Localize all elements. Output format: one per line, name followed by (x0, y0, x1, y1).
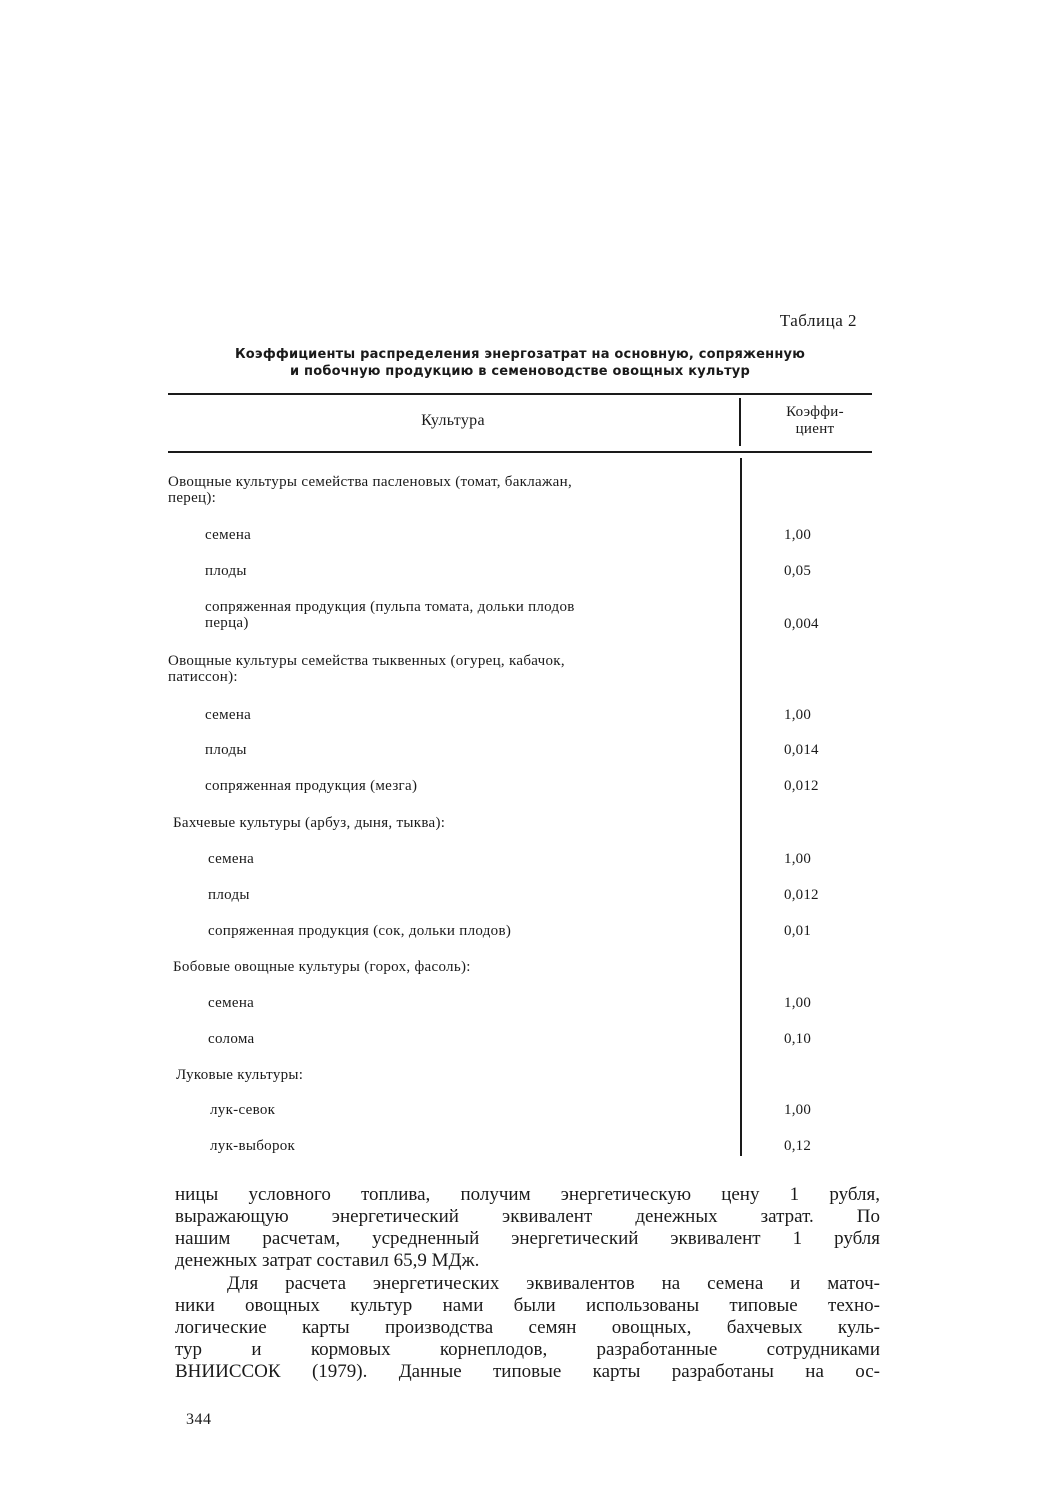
text-line: логические карты производства семян овощных, бахчевых куль- (175, 1317, 880, 1338)
table-row-value: 0,01 (784, 923, 812, 939)
body-paragraph (175, 1273, 880, 1383)
text-line: ницы условного топлива, получим энергетическую цену 1 рубля, (175, 1184, 880, 1205)
table-row-item-label: солома (208, 1031, 255, 1047)
cell-line: Овощные культуры семейства тыквенных (огурец, кабачок, (168, 653, 565, 669)
table-row-value: 0,12 (784, 1138, 812, 1154)
table-row-value: 0,004 (784, 616, 819, 632)
cell-line: патиссон): (168, 669, 238, 685)
table-row-item-label: плоды (208, 887, 250, 903)
table-row-value: 1,00 (784, 995, 812, 1011)
table-row-item-label (205, 599, 705, 631)
table-row-group-label: Бобовые овощные культуры (горох, фасоль): (173, 959, 471, 975)
table-row-value: 1,00 (784, 707, 812, 723)
table-row-value: 1,00 (784, 851, 812, 867)
table-row-item-label: сопряженная продукция (сок, дольки плодов) (208, 923, 512, 939)
table-row-value: 1,00 (784, 527, 812, 543)
text-line: ВНИИССОК (1979). Данные типовые карты разработаны на ос- (175, 1361, 880, 1382)
column-header-coefficient-line: циент (795, 421, 835, 437)
text-line: нашим расчетам, усредненный энергетический эквивалент 1 рубля (175, 1228, 880, 1249)
table-row-item-label: семена (208, 851, 255, 867)
table-row-item-label: лук-севок (210, 1102, 276, 1118)
header-column-divider (739, 398, 741, 446)
table-row-value: 0,05 (784, 563, 812, 579)
table-row-item-label: семена (205, 707, 252, 723)
table-row-item-label: плоды (205, 742, 247, 758)
cell-line: сопряженная продукция (пульпа томата, дольки плодов (205, 599, 575, 615)
table-row-group-label: Луковые культуры: (176, 1067, 304, 1083)
table-row-group-label: Бахчевые культуры (арбуз, дыня, тыква): (173, 815, 446, 831)
column-header-culture: Культура (421, 412, 485, 429)
table-row-item-label: плоды (205, 563, 247, 579)
column-header-coefficient-line: Коэффи- (786, 404, 844, 420)
cell-line: перец): (168, 490, 217, 506)
table-header-rule (168, 451, 872, 453)
table-row-item-label: сопряженная продукция (мезга) (205, 778, 418, 794)
cell-line: перца) (205, 615, 249, 631)
table-row-value: 0,012 (784, 887, 819, 903)
table-caption-line: и побочную продукцию в семеноводстве овощных культур (290, 364, 750, 379)
body-paragraph-continued (175, 1184, 880, 1272)
table-row-value: 0,10 (784, 1031, 812, 1047)
text-line: выражающую энергетический эквивалент денежных затрат. По (175, 1206, 880, 1227)
table-row-value: 1,00 (784, 1102, 812, 1118)
table-row-item-label: семена (205, 527, 252, 543)
table-row-value: 0,012 (784, 778, 819, 794)
table-row-value: 0,014 (784, 742, 819, 758)
table-row-group-label (168, 474, 708, 506)
text-line: денежных затрат составил 65,9 МДж. (175, 1250, 480, 1271)
column-header-coefficient (760, 404, 870, 438)
table-row-item-label: семена (208, 995, 255, 1011)
page-number: 344 (186, 1411, 212, 1428)
text-line: ники овощных культур нами были использованы типовые техно- (175, 1295, 880, 1316)
table-caption (168, 346, 872, 380)
table-caption-line: Коэффициенты распределения энергозатрат на основную, сопряженную (234, 347, 806, 362)
cell-line: Овощные культуры семейства пасленовых (томат, баклажан, (168, 474, 573, 490)
table-label: Таблица 2 (779, 311, 857, 330)
table-top-rule (168, 393, 872, 395)
text-line: тур и кормовых корнеплодов, разработанные сотрудниками (175, 1339, 880, 1360)
text-line: Для расчета энергетических эквивалентов на семена и маточ- (227, 1273, 880, 1294)
body-column-divider (740, 458, 742, 1156)
table-row-item-label: лук-выборок (210, 1138, 296, 1154)
table-row-group-label (168, 653, 708, 685)
